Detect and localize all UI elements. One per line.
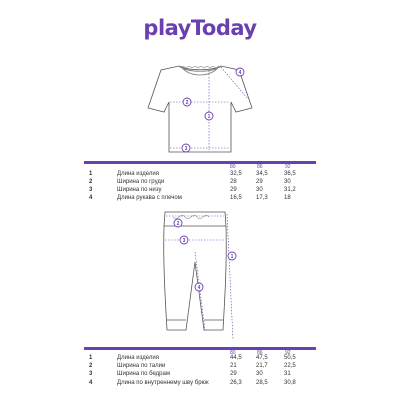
svg-text:3: 3 (184, 146, 188, 152)
svg-text:3: 3 (182, 238, 186, 244)
size-header-86: 86 (257, 164, 263, 170)
table-row: 2 Ширина по талии 21 21,7 22,5 (89, 363, 296, 369)
size-header-92: 92 (285, 164, 291, 170)
size-header-80: 80 (230, 164, 236, 170)
size-header-86: 86 (257, 350, 263, 356)
pants-waistband (164, 212, 226, 226)
brand-logo: playToday (143, 16, 257, 40)
pants-size-table (84, 347, 316, 393)
svg-text:1: 1 (230, 254, 234, 260)
svg-text:4: 4 (238, 70, 242, 76)
table-row: 3 Ширина по низу 29 30 31,2 (89, 187, 296, 193)
table-header-bar (84, 161, 316, 164)
pants-outline (164, 226, 227, 330)
table-row: 4 Длина по внутреннему шву брюк 26,3 28,5 30,8 (89, 380, 296, 386)
table-row: 4 Длина рукава с плечом 16,5 17,3 18 (89, 195, 291, 201)
size-header-92: 92 (285, 350, 291, 356)
svg-text:2: 2 (185, 100, 189, 106)
size-header-80: 80 (230, 350, 236, 356)
svg-text:4: 4 (197, 285, 201, 291)
tshirt-outline (148, 66, 252, 152)
svg-text:1: 1 (207, 114, 211, 120)
table-row: 1 Длина изделия 32,5 34,5 36,5 (89, 171, 296, 177)
table-header-bar (84, 347, 316, 350)
tshirt-diagram (0, 60, 400, 160)
table-row: 1 Длина изделия 44,5 47,5 50,5 (89, 355, 296, 361)
svg-text:2: 2 (176, 221, 180, 227)
table-row: 3 Ширина по бедрам 29 30 31 (89, 371, 291, 377)
pants-diagram (0, 205, 400, 345)
table-row: 2 Ширина по груди 28 29 30 (89, 179, 291, 185)
tshirt-size-table (84, 161, 316, 207)
